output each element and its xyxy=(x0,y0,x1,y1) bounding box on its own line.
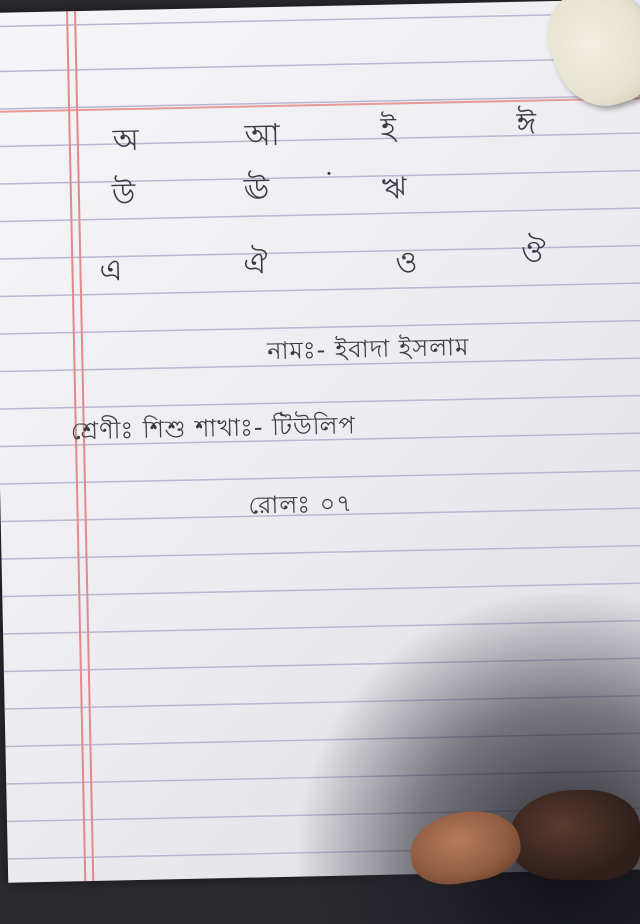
letter-ou: ঔ xyxy=(520,234,548,270)
letter-uu: ঊ xyxy=(243,172,271,208)
letter-i: ই xyxy=(380,111,398,147)
letter-o2: ও xyxy=(395,244,419,281)
top-margin-line xyxy=(0,97,640,112)
letter-ri: ঋ xyxy=(381,171,409,207)
ink-dot xyxy=(327,172,330,175)
name-line: নামঃ- ইবাদা ইসলাম xyxy=(266,332,470,366)
roll-line: রোলঃ ০৭ xyxy=(248,489,354,520)
class-section-line: শ্রেণীঃ শিশু শাখাঃ- টিউলিপ xyxy=(70,411,357,446)
thumb-shadow xyxy=(510,790,640,880)
letter-ii: ঈ xyxy=(516,106,538,142)
letter-oi: ঐ xyxy=(243,246,269,282)
letter-e: এ xyxy=(99,253,124,289)
letter-o: অ xyxy=(112,122,141,159)
letter-aa: আ xyxy=(244,117,282,154)
letter-u: উ xyxy=(111,176,137,213)
